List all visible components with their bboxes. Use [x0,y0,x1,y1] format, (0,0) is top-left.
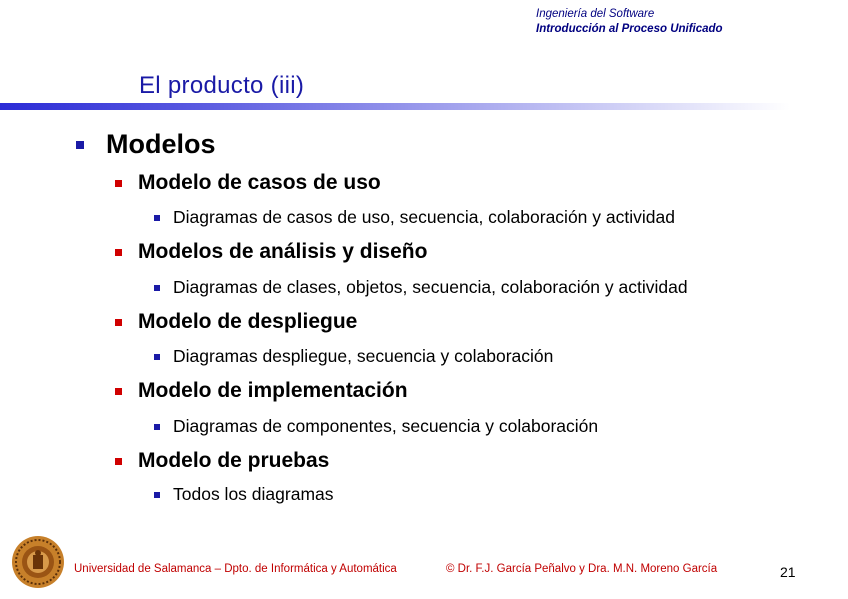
square-bullet-icon [154,492,160,498]
model-item-detail-text: Todos los diagramas [173,484,334,504]
model-item-detail [154,416,598,437]
square-bullet-icon [154,285,160,291]
square-bullet-icon [115,180,122,187]
university-seal-icon [11,535,65,589]
square-bullet-icon [76,141,84,149]
square-bullet-icon [115,249,122,256]
model-item-label: Modelo de despliegue [138,310,358,333]
model-item-detail [154,484,334,505]
square-bullet-icon [115,388,122,395]
square-bullet-icon [115,319,122,326]
model-item-detail-text: Diagramas de clases, objetos, secuencia, colaboración y actividad [173,277,688,297]
model-item [115,240,427,264]
model-item [115,171,381,195]
title-underline [0,103,790,110]
course-subtitle: Introducción al Proceso Unificado [536,23,723,35]
square-bullet-icon [154,354,160,360]
page-number: 21 [780,564,796,580]
model-item [115,379,408,403]
slide-title: El producto (iii) [139,72,305,99]
top-bullet-text: Modelos [106,129,216,159]
model-item-detail-text: Diagramas de casos de uso, secuencia, colaboración y actividad [173,207,675,227]
footer-institution: Universidad de Salamanca – Dpto. de Informática y Automática [74,563,397,575]
model-item-detail [154,346,553,367]
model-item-detail-text: Diagramas de componentes, secuencia y colaboración [173,416,599,436]
top-bullet [76,129,216,160]
model-item [115,449,329,473]
square-bullet-icon [154,424,160,430]
model-item-label: Modelo de casos de uso [138,171,381,194]
model-item-detail [154,277,688,298]
square-bullet-icon [154,215,160,221]
model-item-detail [154,207,675,228]
course-name: Ingeniería del Software [536,8,655,20]
model-item [115,310,357,334]
model-item-label: Modelo de implementación [138,379,408,402]
footer-copyright: © Dr. F.J. García Peñalvo y Dra. M.N. Moreno García [446,563,718,575]
course-header [536,7,723,37]
model-item-label: Modelos de análisis y diseño [138,240,428,263]
model-item-label: Modelo de pruebas [138,449,330,472]
square-bullet-icon [115,458,122,465]
model-item-detail-text: Diagramas despliegue, secuencia y colaboración [173,346,554,366]
